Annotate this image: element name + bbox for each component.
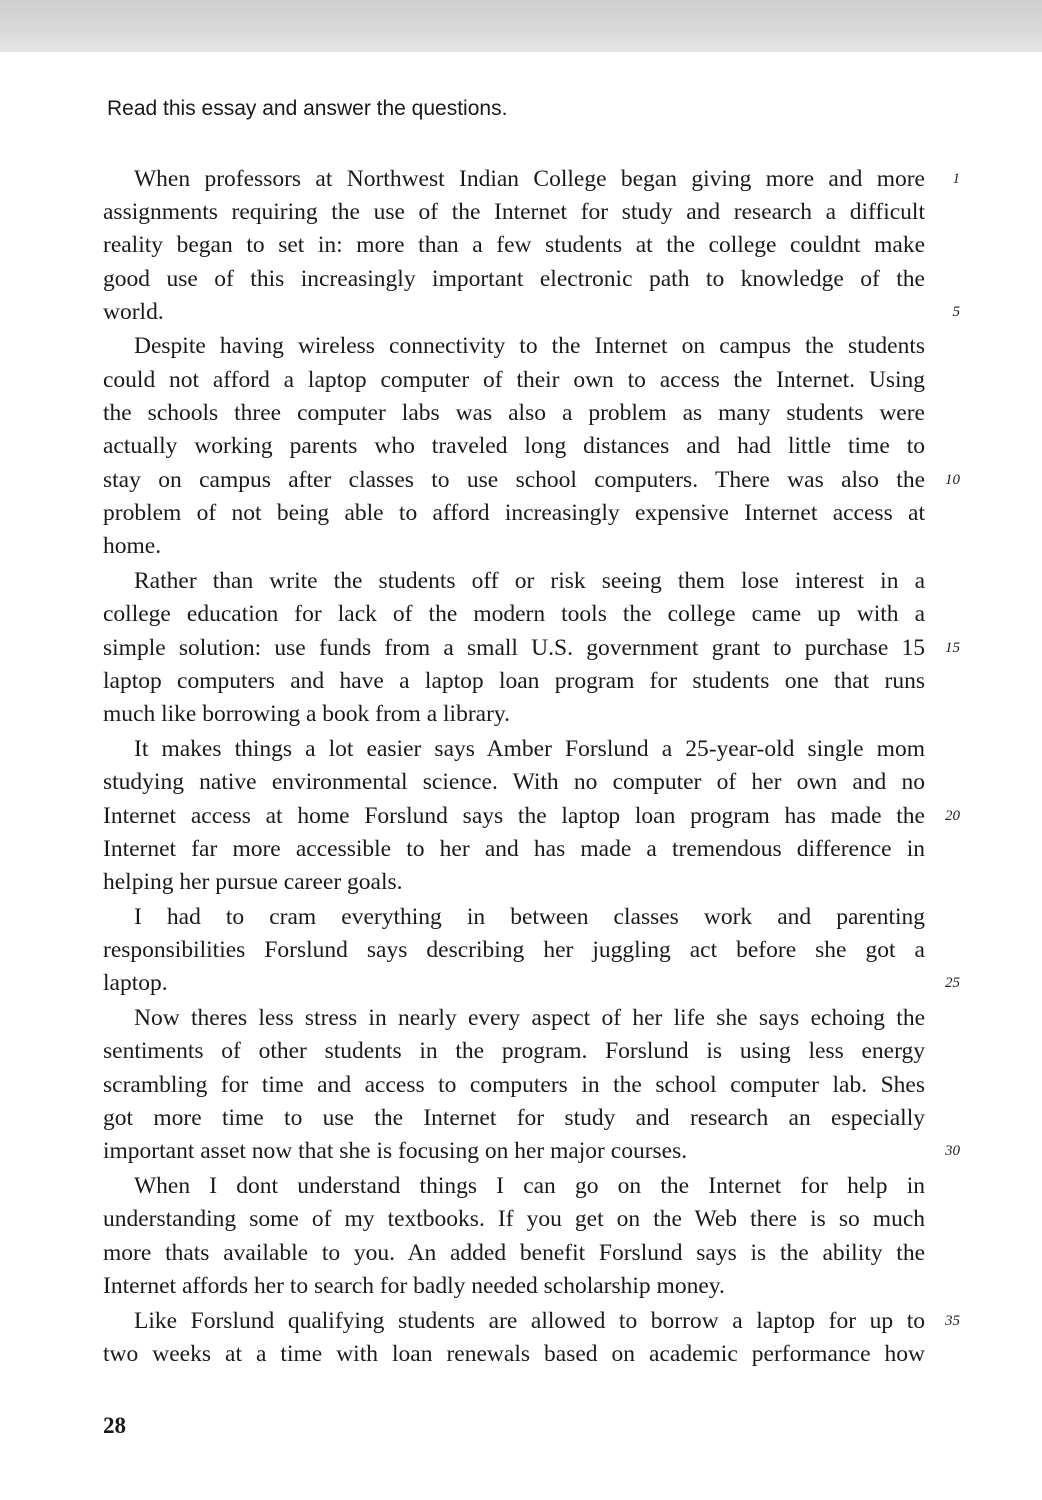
essay-line: scrambling for time and access to computers in the school computer lab. Shes	[103, 1072, 925, 1098]
line-number: 5	[952, 304, 960, 320]
essay-line: sentiments of other students in the program. Forslund is using less energy	[103, 1038, 925, 1064]
essay-line: got more time to use the Internet for study and research an especially	[103, 1105, 925, 1131]
essay-line: actually working parents who traveled long distances and had little time to	[103, 433, 925, 459]
essay-line: Internet access at home Forslund says the laptop loan program has made the	[103, 803, 925, 829]
essay-line: two weeks at a time with loan renewals based on academic performance how	[103, 1341, 925, 1367]
essay-line: helping her pursue career goals.	[103, 869, 403, 895]
essay-line: laptop computers and have a laptop loan program for students one that runs	[103, 668, 925, 694]
line-number: 15	[945, 640, 960, 656]
essay-line: responsibilities Forslund says describing her juggling act before she got a	[103, 937, 925, 963]
essay-line: Internet far more accessible to her and has made a tremendous difference in	[103, 836, 925, 862]
essay-line: laptop.	[103, 970, 168, 996]
essay-line: understanding some of my textbooks. If you get on the Web there is so much	[103, 1206, 925, 1232]
essay-line: Now theres less stress in nearly every aspect of her life she says echoing the	[134, 1005, 925, 1031]
essay-line: home.	[103, 533, 162, 559]
essay-line: more thats available to you. An added benefit Forslund says is the ability the	[103, 1240, 925, 1266]
line-number: 35	[945, 1313, 960, 1329]
line-number: 30	[945, 1143, 960, 1159]
essay-line: reality began to set in: more than a few students at the college couldnt make	[103, 232, 925, 258]
essay-line: problem of not being able to afford increasingly expensive Internet access at	[103, 500, 925, 526]
scan-edge-band	[0, 0, 1042, 52]
essay-line: simple solution: use funds from a small U.S. government grant to purchase 15	[103, 635, 925, 661]
essay-line: Rather than write the students off or risk seeing them lose interest in a	[134, 568, 925, 594]
essay-line: college education for lack of the modern tools the college came up with a	[103, 601, 925, 627]
essay-line: Internet affords her to search for badly needed scholarship money.	[103, 1273, 725, 1299]
line-number: 10	[945, 472, 960, 488]
essay-line: the schools three computer labs was also a problem as many students were	[103, 400, 925, 426]
essay-line: It makes things a lot easier says Amber Forslund a 25-year-old single mom	[134, 736, 925, 762]
line-number: 1	[952, 171, 960, 187]
line-number: 20	[945, 808, 960, 824]
essay-line: Like Forslund qualifying students are allowed to borrow a laptop for up to	[134, 1308, 925, 1334]
essay-line: Despite having wireless connectivity to the Internet on campus the students	[134, 333, 925, 359]
line-number: 25	[945, 975, 960, 991]
essay-line: When I dont understand things I can go on the Internet for help in	[134, 1173, 925, 1199]
page-number: 28	[103, 1413, 126, 1438]
essay-line: When professors at Northwest Indian College began giving more and more	[134, 166, 925, 192]
essay-line: much like borrowing a book from a library.	[103, 701, 511, 727]
essay-line: studying native environmental science. With no computer of her own and no	[103, 769, 925, 795]
essay-line: important asset now that she is focusing on her major courses.	[103, 1138, 688, 1164]
essay-line: stay on campus after classes to use school computers. There was also the	[103, 467, 925, 493]
essay-line: good use of this increasingly important electronic path to knowledge of the	[103, 266, 925, 292]
instruction-text: Read this essay and answer the questions.	[107, 97, 508, 120]
essay-line: I had to cram everything in between classes work and parenting	[134, 904, 925, 930]
essay-line: could not afford a laptop computer of their own to access the Internet. Using	[103, 367, 925, 393]
essay-line: assignments requiring the use of the Internet for study and research a difficult	[103, 199, 925, 225]
essay-line: world.	[103, 299, 164, 325]
